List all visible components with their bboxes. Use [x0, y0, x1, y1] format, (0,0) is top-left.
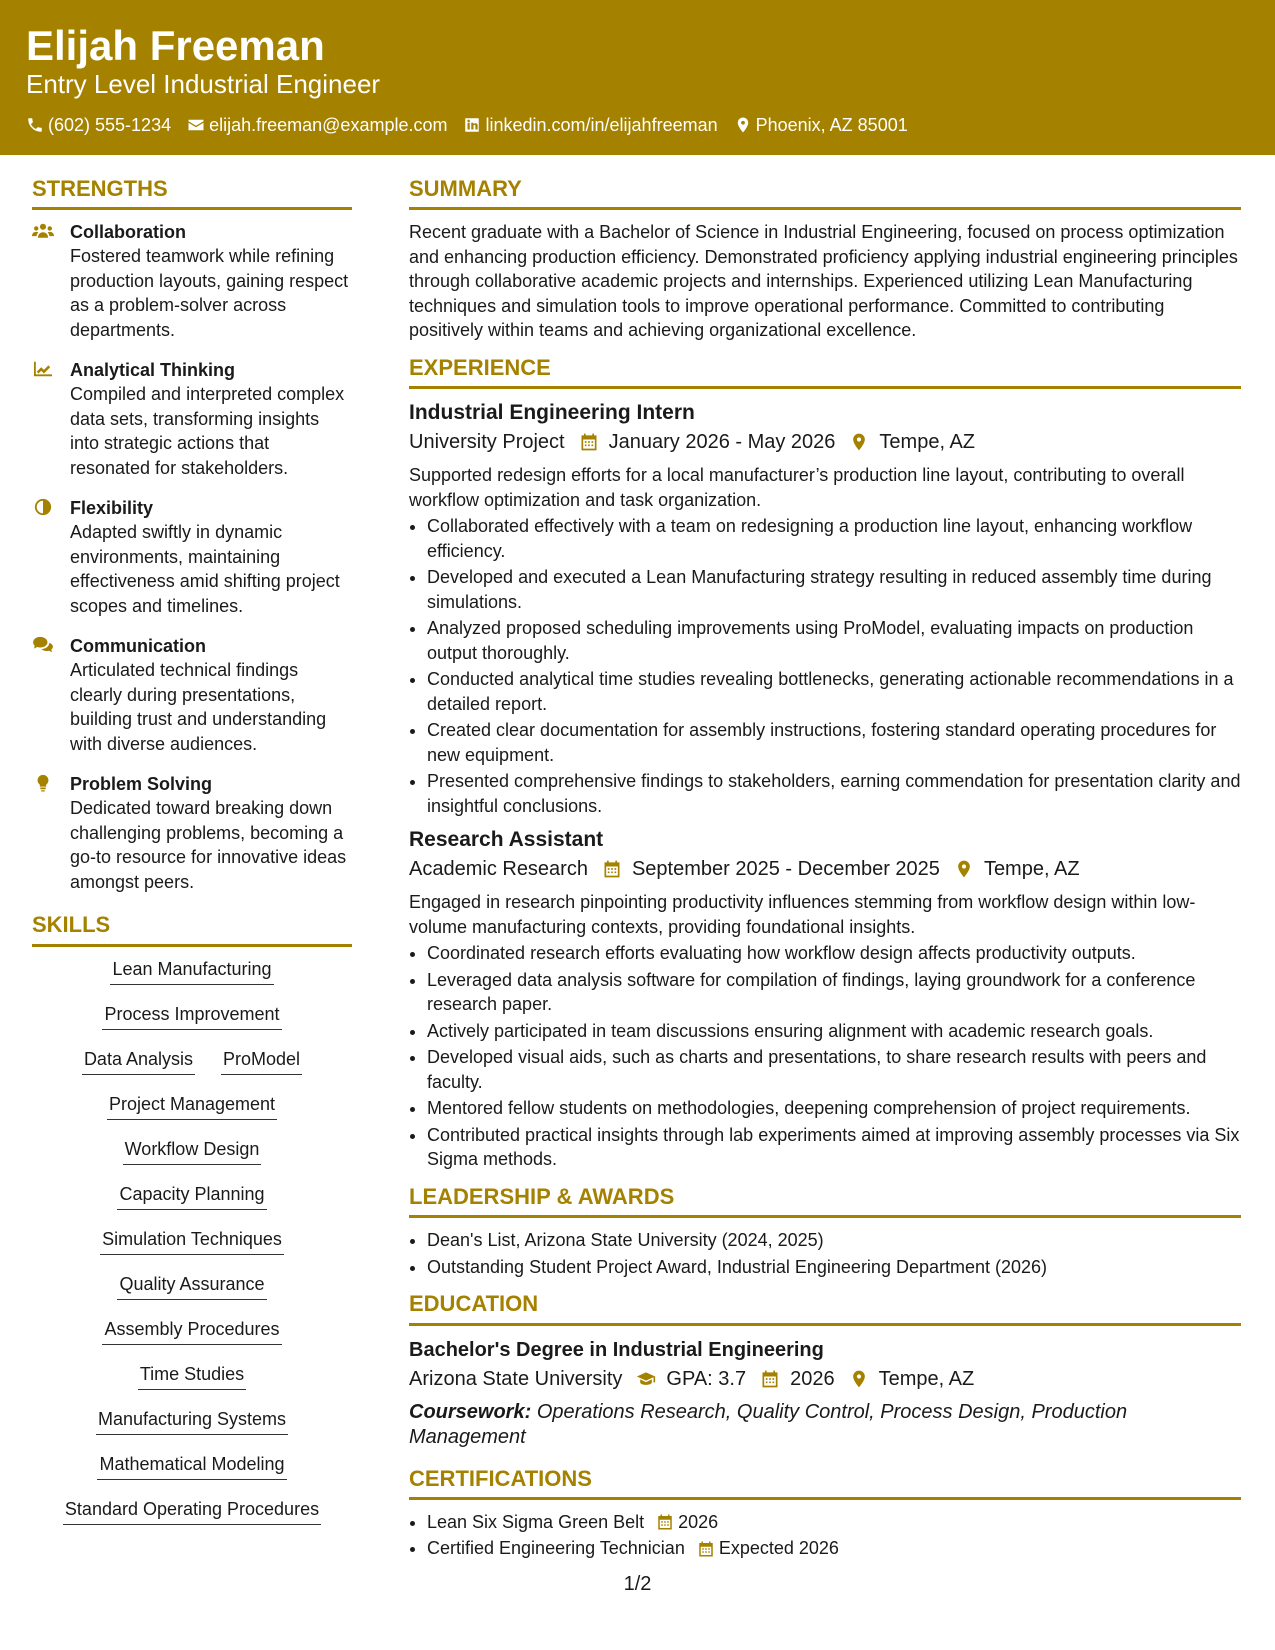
strength-desc: Compiled and interpreted complex data sets, transforming insights into strategic actions that resonated for stakeholders.: [70, 384, 345, 478]
list-item: • Leveraged data analysis software for compilation of findings, laying groundwork for a conference research paper.: [427, 968, 1241, 1017]
list-item: • Presented comprehensive findings to stakeholders, earning commendation for presentation clarity and insightful conclusions.: [427, 769, 1241, 818]
graduation-cap-icon: [636, 1369, 656, 1389]
job-meta: [409, 427, 1241, 457]
right-column: [409, 176, 1241, 1563]
skill-tag: Lean Manufacturing: [110, 957, 273, 985]
list-item: • Created clear documentation for assembly instructions, fostering standard operating procedures for new equipment.: [427, 718, 1241, 767]
skills-list: [32, 957, 352, 1542]
job-dates: January 2026 - May 2026: [608, 431, 836, 454]
strength-item: [32, 634, 352, 756]
coursework: [409, 1400, 1241, 1450]
strength-item: [32, 358, 352, 480]
certifications-list: [409, 1510, 1241, 1561]
contact-location: [734, 115, 908, 136]
strength-title: Analytical Thinking: [70, 360, 236, 381]
candidate-title: Entry Level Industrial Engineer: [26, 69, 381, 100]
job-bullets: [409, 514, 1241, 818]
list-item: [427, 1510, 1241, 1535]
education-meta: [409, 1364, 1241, 1394]
contact-bar: [26, 115, 1275, 136]
skill-tag: Capacity Planning: [117, 1182, 266, 1210]
calendar-icon: [697, 1540, 715, 1558]
cert-name: • Lean Six Sigma Green Belt: [427, 1511, 645, 1532]
gpa-text: GPA: 3.7: [666, 1367, 747, 1390]
left-column: [32, 176, 352, 1542]
school-location: Tempe, AZ: [878, 1367, 975, 1390]
map-marker-icon: [954, 859, 974, 879]
degree-title: Bachelor's Degree in Industrial Engineering: [409, 1338, 824, 1361]
job-entry: [409, 826, 1241, 1172]
map-marker-icon: [734, 116, 752, 134]
job-dates: September 2025 - December 2025: [631, 858, 940, 881]
skill-tag: Standard Operating Procedures: [63, 1497, 321, 1525]
candidate-name: Elijah Freeman: [26, 22, 325, 69]
graduation-year: 2026: [790, 1367, 835, 1390]
page-number: 1/2: [623, 1573, 652, 1595]
calendar-icon: [656, 1513, 674, 1531]
strength-item: [32, 772, 352, 894]
list-item: • Conducted analytical time studies revealing bottlenecks, generating actionable recommendations in a detailed report.: [427, 667, 1241, 716]
chart-line-icon: [32, 360, 54, 378]
location-text: Phoenix, AZ 85001: [755, 114, 908, 135]
coursework-label: Coursework:: [409, 1400, 532, 1423]
calendar-icon: [579, 432, 599, 452]
strengths-heading: STRENGTHS: [32, 176, 352, 210]
job-title: Research Assistant: [409, 828, 604, 852]
leadership-heading: LEADERSHIP & AWARDS: [409, 1184, 1241, 1218]
skill-tag: Simulation Techniques: [100, 1227, 284, 1255]
calendar-icon: [760, 1369, 780, 1389]
adjust-icon: [32, 498, 54, 516]
skill-tag: Assembly Procedures: [102, 1317, 281, 1345]
job-meta: [409, 854, 1241, 884]
job-title: Industrial Engineering Intern: [409, 401, 695, 425]
job-org: University Project: [409, 431, 565, 454]
school-name: Arizona State University: [409, 1367, 623, 1390]
cert-date: Expected 2026: [718, 1538, 839, 1559]
skill-tag: Workflow Design: [123, 1137, 262, 1165]
strength-desc: Adapted swiftly in dynamic environments, maintaining effectiveness amid shifting project scopes and timelines.: [70, 522, 340, 616]
skill-tag: Process Improvement: [102, 1002, 281, 1030]
strength-desc: Dedicated toward breaking down challenging problems, becoming a go-to resource for innovative ideas amongst peers.: [70, 798, 347, 892]
list-item: • Analyzed proposed scheduling improvements using ProModel, evaluating impacts on production output thoroughly.: [427, 616, 1241, 665]
education-heading: EDUCATION: [409, 1291, 1241, 1325]
calendar-icon: [602, 859, 622, 879]
map-marker-icon: [849, 432, 869, 452]
experience-heading: EXPERIENCE: [409, 355, 1241, 389]
skill-tag: Project Management: [107, 1092, 277, 1120]
list-item: • Dean's List, Arizona State University (2024, 2025): [427, 1228, 1241, 1253]
list-item: [427, 1536, 1241, 1561]
skill-tag: Manufacturing Systems: [96, 1407, 288, 1435]
users-icon: [32, 222, 54, 240]
skill-tag: Mathematical Modeling: [97, 1452, 286, 1480]
skills-heading: SKILLS: [32, 912, 352, 946]
strength-desc: Fostered teamwork while refining production layouts, gaining respect as a problem-solver across departments.: [70, 246, 349, 340]
envelope-icon: [187, 116, 205, 134]
lightbulb-icon: [32, 774, 54, 792]
map-marker-icon: [849, 1369, 869, 1389]
summary-text: Recent graduate with a Bachelor of Science in Industrial Engineering, focused on process optimization and enhancing production efficiency. Demonstrated proficiency applying industrial engineering principles through collaborative academic projects and internships. Experienced utilizing Lean Manufacturing techniques and simulation tools to improve operational performance. Committed to contributing positively within teams and achieving organizational excellence.: [409, 222, 1238, 341]
contact-phone: [26, 115, 171, 136]
coursework-text: Operations Research, Quality Control, Process Design, Production Management: [409, 1400, 1128, 1448]
strength-title: Collaboration: [70, 222, 186, 243]
strength-title: Problem Solving: [70, 774, 213, 795]
cert-date: 2026: [678, 1511, 719, 1532]
job-description: Supported redesign efforts for a local manufacturer’s production line layout, contributing to overall workflow optimization and task organization.: [409, 465, 1185, 510]
skill-tag: Time Studies: [138, 1362, 246, 1390]
strength-item: [32, 220, 352, 342]
resume-header: [0, 0, 1275, 155]
phone-text: (602) 555-1234: [48, 114, 172, 135]
linkedin-icon: [463, 116, 481, 134]
list-item: • Collaborated effectively with a team on redesigning a production line layout, enhancing workflow efficiency.: [427, 514, 1241, 563]
strength-title: Flexibility: [70, 498, 154, 519]
summary-heading: SUMMARY: [409, 176, 1241, 210]
skill-tag: Quality Assurance: [117, 1272, 266, 1300]
comments-icon: [32, 636, 54, 654]
linkedin-text[interactable]: linkedin.com/in/elijahfreeman: [485, 114, 718, 135]
list-item: • Mentored fellow students on methodologies, deepening comprehension of project requirements.: [427, 1096, 1241, 1121]
job-location: Tempe, AZ: [983, 858, 1080, 881]
contact-email[interactable]: [187, 115, 447, 136]
skill-tag: Data Analysis: [82, 1047, 195, 1075]
list-item: • Contributed practical insights through lab experiments aimed at improving assembly processes via Six Sigma methods.: [427, 1123, 1241, 1172]
job-entry: [409, 399, 1241, 818]
job-location: Tempe, AZ: [879, 431, 976, 454]
contact-linkedin[interactable]: [463, 115, 717, 136]
job-bullets: [409, 941, 1241, 1172]
phone-icon: [26, 116, 44, 134]
strength-title: Communication: [70, 636, 207, 657]
list-item: • Developed and executed a Lean Manufacturing strategy resulting in reduced assembly time during simulations.: [427, 565, 1241, 614]
skill-tag: ProModel: [221, 1047, 302, 1075]
certifications-heading: CERTIFICATIONS: [409, 1466, 1241, 1500]
list-item: • Outstanding Student Project Award, Industrial Engineering Department (2026): [427, 1255, 1241, 1280]
cert-name: • Certified Engineering Technician: [427, 1538, 685, 1559]
leadership-list: [409, 1228, 1241, 1279]
list-item: • Developed visual aids, such as charts and presentations, to share research results with peers and faculty.: [427, 1045, 1241, 1094]
strength-desc: Articulated technical findings clearly during presentations, building trust and understanding with diverse audiences.: [70, 660, 327, 754]
email-text[interactable]: elijah.freeman@example.com: [209, 114, 448, 135]
job-description: Engaged in research pinpointing productivity influences stemming from workflow design within low-volume manufacturing contexts, providing foundational insights.: [409, 892, 1196, 937]
job-org: Academic Research: [409, 858, 588, 881]
strength-item: [32, 496, 352, 618]
list-item: • Coordinated research efforts evaluating how workflow design affects productivity outputs.: [427, 941, 1241, 966]
list-item: • Actively participated in team discussions ensuring alignment with academic research goals.: [427, 1019, 1241, 1044]
